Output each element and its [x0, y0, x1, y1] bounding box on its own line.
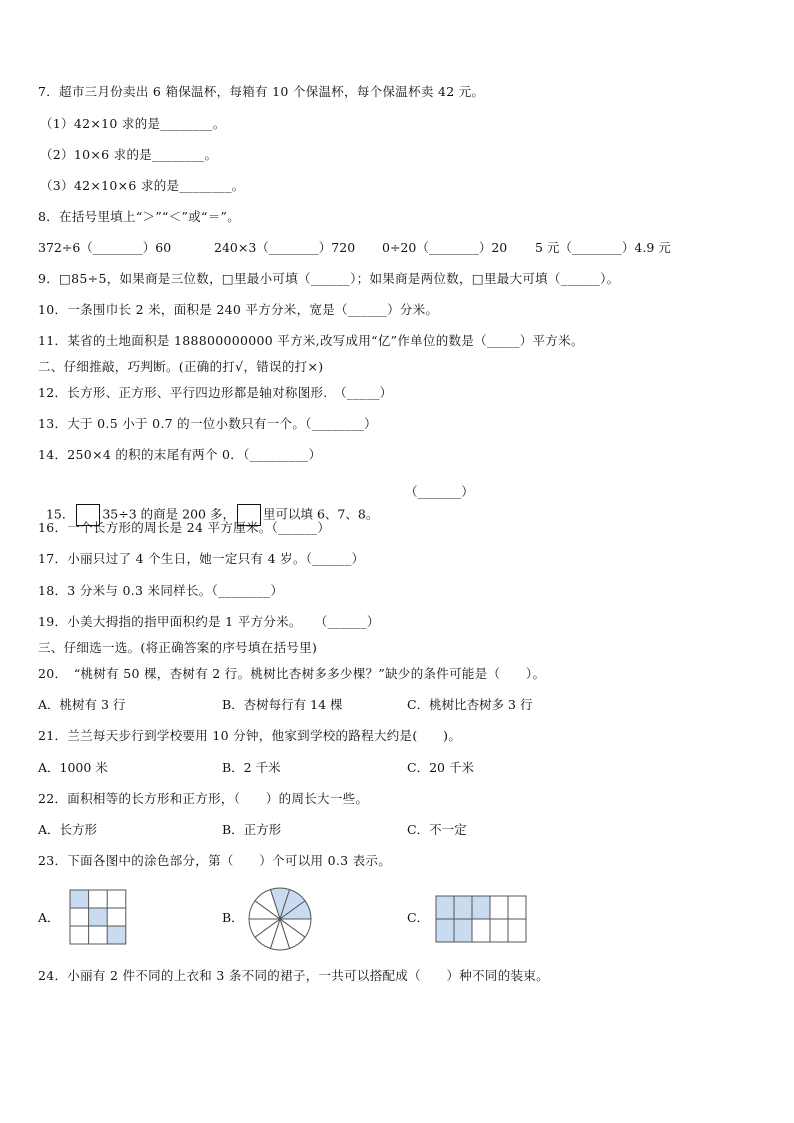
q19: 19．小美大拇指的指甲面积约是 1 平方分米。 （______）: [38, 614, 380, 629]
q7-sub2: （2）10×6 求的是________。: [40, 147, 218, 162]
figure-b-circle: [247, 886, 313, 952]
q21-stem: 21．兰兰每天步行到学校要用 10 分钟，他家到学校的路程大约是( )。: [38, 728, 462, 743]
q15-tail: 里可以填 6、7、8。: [262, 506, 379, 522]
section-2-heading: 二、仔细推敲，巧判断。(正确的打√，错误的打×): [38, 359, 324, 374]
q7-sub3: （3）42×10×6 求的是________。: [40, 178, 245, 193]
q23-option-a: A．: [38, 910, 60, 925]
q23-option-c: C．: [407, 910, 430, 925]
q15: [38, 481, 378, 526]
q7-stem: 7．超市三月份卖出 6 箱保温杯，每箱有 10 个保温杯，每个保温杯卖 42 元。: [38, 84, 485, 99]
q22-option-a: A．长方形: [38, 822, 98, 837]
q20-stem: 20． “桃树有 50 棵，杏树有 2 行。桃树比杏树多多少棵？”缺少的条件可能是（ ）。: [38, 666, 546, 681]
q21-option-a: A．1000 米: [38, 760, 108, 775]
q10: 10．一条围巾长 2 米，面积是 240 平方分米，宽是（______）分米。: [38, 302, 439, 317]
q8-stem: 8．在括号里填上“＞”“＜”或“＝”。: [38, 209, 240, 224]
q15-blank: （_______）: [405, 484, 474, 499]
q8-item-2: 240×3（________）720: [214, 240, 356, 255]
q11: 11．某省的土地面积是 188800000000 平方米,改写成用“亿”作单位的数是（_____）平方米。: [38, 333, 584, 348]
q8-item-3: 0÷20（________）20: [382, 240, 508, 255]
q7-sub1: （1）42×10 求的是________。: [40, 116, 226, 131]
q12: 12．长方形、正方形、平行四边形都是轴对称图形. （_____）: [38, 385, 393, 400]
q13: 13．大于 0.5 小于 0.7 的一位小数只有一个。（________）: [38, 416, 377, 431]
q15-middle: 35÷3 的商是 200 多，: [102, 506, 235, 522]
q18: 18．3 分米与 0.3 米同样长。（________）: [38, 583, 284, 598]
q15-number: 15．: [45, 506, 75, 522]
q8-item-1: 372÷6（________）60: [38, 240, 172, 255]
q22-option-c: C．不一定: [407, 822, 467, 837]
q17: 17．小丽只过了 4 个生日，她一定只有 4 岁。（______）: [38, 551, 365, 566]
q21-option-b: B．2 千米: [222, 760, 281, 775]
q16: 16．一个长方形的周长是 24 平方厘米。（______）: [38, 520, 331, 535]
q22-stem: 22．面积相等的长方形和正方形，（ ）的周长大一些。: [38, 791, 369, 806]
q9: 9．□85÷5，如果商是三位数，□里最小可填（______）；如果商是两位数，□里最大可填（______）。: [38, 271, 620, 286]
q23-option-b: B．: [222, 910, 244, 925]
q20-option-b: B．杏树每行有 14 棵: [222, 697, 343, 712]
q14: 14．250×4 的积的末尾有两个 0．（_________）: [38, 447, 322, 462]
q8-item-4: 5 元（________）4.9 元: [535, 240, 671, 255]
figure-a-grid: [69, 889, 127, 945]
q23-stem: 23．下面各图中的涂色部分，第（ ）个可以用 0.3 表示。: [38, 853, 392, 868]
q20-option-c: C．桃树比杏树多 3 行: [407, 697, 533, 712]
q24: 24．小丽有 2 件不同的上衣和 3 条不同的裙子，一共可以搭配成（ ）种不同的装束。: [38, 968, 549, 983]
section-3-heading: 三、仔细选一选。(将正确答案的序号填在括号里): [38, 640, 318, 655]
q20-option-a: A．桃树有 3 行: [38, 697, 126, 712]
figure-c-grid: [435, 895, 527, 943]
q21-option-c: C．20 千米: [407, 760, 474, 775]
q22-option-b: B．正方形: [222, 822, 282, 837]
